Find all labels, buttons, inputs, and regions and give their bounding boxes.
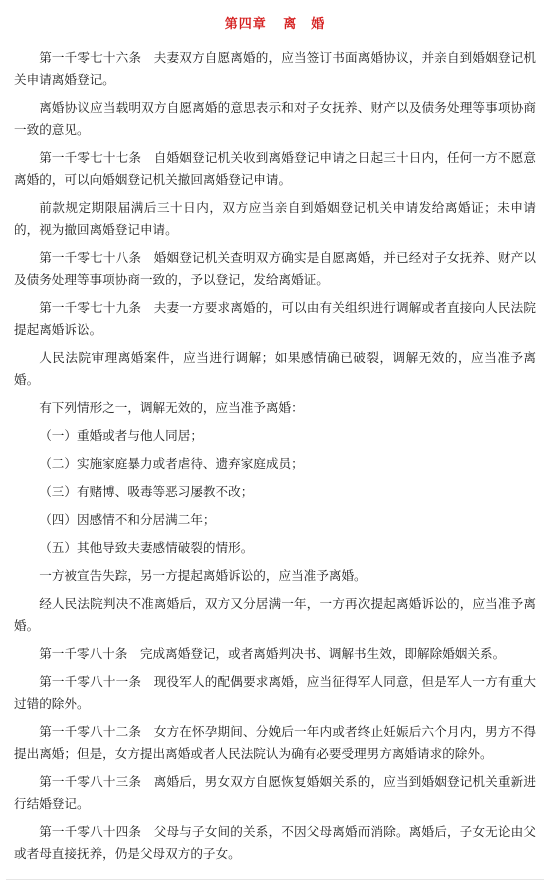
paragraph-text: 经人民法院判决不准离婚后，双方又分居满一年，一方再次提起离婚诉讼的，应当准予离婚。 — [14, 596, 536, 633]
paragraph — [14, 509, 536, 531]
paragraph-text: 父母与子女间的关系，不因父母离婚而消除。离婚后，子女无论由父或者母直接抚养，仍是父母双方的子女。 — [14, 824, 537, 861]
article-number: 第一千零八十四条 — [39, 824, 142, 839]
article-paragraph — [14, 247, 536, 291]
paragraph-text: 一方被宣告失踪，另一方提起离婚诉讼的，应当准予离婚。 — [39, 568, 367, 583]
paragraph-text: （五）其他导致夫妻感情破裂的情形。 — [39, 540, 254, 555]
paragraph-text: 女方在怀孕期间、分娩后一年内或者终止妊娠后六个月内，男方不得提出离婚；但是，女方提出离婚或者人民法院认为确有必要受理男方离婚请求的除外。 — [14, 724, 537, 761]
paragraph — [14, 425, 536, 447]
paragraph — [14, 347, 536, 391]
paragraph-text: （二）实施家庭暴力或者虐待、遗弃家庭成员； — [39, 456, 304, 471]
paragraph-text: 离婚协议应当载明双方自愿离婚的意思表示和对子女抚养、财产以及债务处理等事项协商一致的意见。 — [14, 100, 536, 137]
article-number: 第一千零七十八条 — [39, 250, 142, 265]
article-list — [14, 47, 536, 865]
paragraph-text: 婚姻登记机关查明双方确实是自愿离婚，并已经对子女抚养、财产以及债务处理等事项协商一致的，予以登记，发给离婚证。 — [14, 250, 537, 287]
article-number: 第一千零八十条 — [39, 646, 128, 661]
article-paragraph — [14, 671, 536, 715]
bottom-divider — [6, 879, 544, 880]
paragraph-text: 离婚后，男女双方自愿恢复婚姻关系的，应当到婚姻登记机关重新进行结婚登记。 — [14, 774, 537, 811]
article-paragraph — [14, 47, 536, 91]
paragraph — [14, 481, 536, 503]
paragraph-text: 夫妻一方要求离婚的，可以由有关组织进行调解或者直接向人民法院提起离婚诉讼。 — [14, 300, 537, 337]
paragraph-text: 夫妻双方自愿离婚的，应当签订书面离婚协议，并亲自到婚姻登记机关申请离婚登记。 — [14, 50, 537, 87]
article-number: 第一千零七十九条 — [39, 300, 142, 315]
article-number: 第一千零八十三条 — [39, 774, 142, 789]
paragraph-text: （四）因感情不和分居满二年； — [39, 512, 216, 527]
paragraph-text: （三）有赌博、吸毒等恶习屡教不改； — [39, 484, 254, 499]
paragraph — [14, 537, 536, 559]
paragraph-text: 前款规定期限届满后三十日内，双方应当亲自到婚姻登记机关申请发给离婚证；未申请的，视为撤回离婚登记申请。 — [14, 200, 536, 237]
paragraph — [14, 97, 536, 141]
paragraph-text: 人民法院审理离婚案件，应当进行调解；如果感情确已破裂，调解无效的，应当准予离婚。 — [14, 350, 536, 387]
article-paragraph — [14, 147, 536, 191]
paragraph — [14, 197, 536, 241]
article-number: 第一千零七十六条 — [39, 50, 142, 65]
paragraph — [14, 593, 536, 637]
article-paragraph — [14, 771, 536, 815]
article-paragraph — [14, 721, 536, 765]
article-paragraph — [14, 821, 536, 865]
article-number: 第一千零七十七条 — [39, 150, 142, 165]
paragraph — [14, 397, 536, 419]
paragraph-text: 有下列情形之一，调解无效的，应当准予离婚： — [39, 400, 304, 415]
chapter-number: 第四章 — [224, 17, 267, 32]
article-paragraph — [14, 643, 536, 665]
paragraph-text: （一）重婚或者与他人同居； — [39, 428, 203, 443]
paragraph — [14, 453, 536, 475]
paragraph — [14, 565, 536, 587]
paragraph-text: 自婚姻登记机关收到离婚登记申请之日起三十日内，任何一方不愿意离婚的，可以向婚姻登记机关撤回离婚登记申请。 — [14, 150, 537, 187]
chapter-heading — [14, 15, 536, 35]
paragraph-text: 现役军人的配偶要求离婚，应当征得军人同意，但是军人一方有重大过错的除外。 — [14, 674, 537, 711]
article-number: 第一千零八十一条 — [39, 674, 142, 689]
paragraph-text: 完成离婚登记，或者离婚判决书、调解书生效，即解除婚姻关系。 — [139, 646, 506, 661]
chapter-title: 离 婚 — [283, 17, 326, 32]
article-number: 第一千零八十二条 — [39, 724, 142, 739]
article-paragraph — [14, 297, 536, 341]
